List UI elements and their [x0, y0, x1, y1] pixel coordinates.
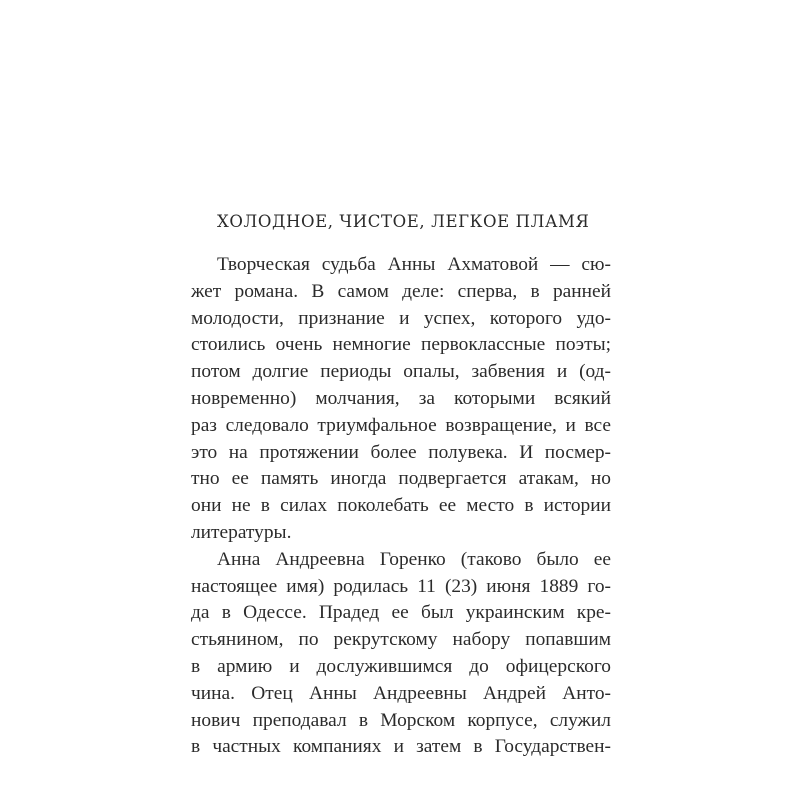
text-line: Анна Андреевна Горенко (таково было ее: [217, 548, 611, 570]
text-line: жет романа. В самом деле: сперва, в ранней: [191, 280, 611, 302]
text-line: Творческая судьба Анны Ахматовой — сю-: [217, 254, 611, 275]
text-line: они не в силах поколебать ее место в истории: [191, 495, 611, 517]
body-text: [191, 252, 611, 761]
chapter-title: ХОЛОДНОЕ, ЧИСТОЕ, ЛЕГКОЕ ПЛАМЯ: [217, 212, 590, 231]
paragraph-1: [191, 252, 611, 547]
text-line: да в Одессе. Прадед ее был украинским кре-: [191, 602, 611, 624]
text-line: это на протяжении более полувека. И посмер-: [191, 441, 611, 463]
text-line: нович преподавал в Морском корпусе, служил: [191, 709, 611, 731]
text-line: в армию и дослужившимся до офицерского: [191, 655, 611, 677]
text-line: в частных компаниях и затем в Государствен-: [191, 736, 611, 758]
text-line: новременно) молчания, за которыми всякий: [191, 387, 611, 409]
text-line: стоились очень немногие первоклассные поэты;: [191, 334, 611, 356]
text-line: тно ее память иногда подвергается атакам, но: [191, 468, 611, 490]
text-line: молодости, признание и успех, которого удо-: [191, 307, 611, 329]
text-line: раз следовало триумфальное возвращение, и все: [191, 414, 611, 436]
paragraph-2: [191, 547, 611, 761]
text-line: стьянином, по рекрутскому набору попавшим: [191, 629, 611, 651]
text-line: настоящее имя) родилась 11 (23) июня 1889 го-: [191, 575, 611, 597]
text-line: литературы.: [191, 521, 292, 543]
text-line: потом долгие периоды опалы, забвения и (од-: [191, 361, 611, 383]
text-line: чина. Отец Анны Андреевны Андрей Анто-: [191, 682, 611, 704]
